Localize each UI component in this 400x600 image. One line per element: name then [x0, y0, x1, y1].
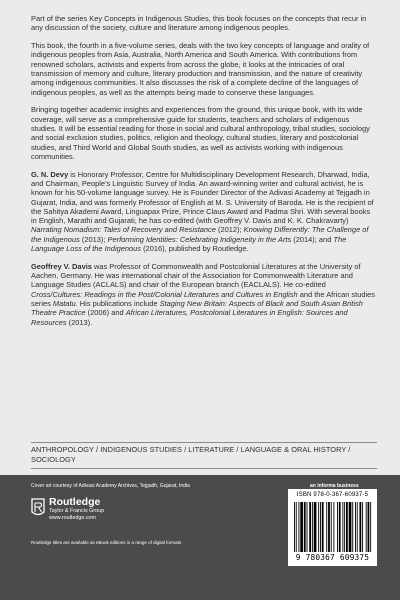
barcode-bar: [362, 502, 363, 552]
barcode-bar: [322, 502, 324, 552]
blurb-paragraph-1: Part of the series Key Concepts in Indigenous Studies, this book focuses on the concepts that recur in any discussion of the society, culture and literature among indigenous peoples.: [31, 14, 367, 33]
bio-text: (2006) and: [85, 308, 126, 318]
author-name-davis: Geoffrey V. Davis: [31, 261, 92, 271]
book-title: Matatu: [52, 299, 76, 309]
book-title: Narrating Nomadism: Tales of Recovery and Resistance: [31, 225, 216, 235]
barcode-bar: [304, 502, 306, 552]
bio-text: (2013).: [66, 317, 93, 327]
bio-text: and the African studies series: [31, 289, 375, 309]
book-title: The Language Loss of the Indigenous: [31, 234, 347, 254]
cover-art-credit: Cover art courtesy of Adivasi Academy Archives, Tejgadh, Gujarat, India: [31, 483, 190, 489]
barcode-bar: [333, 502, 334, 552]
publisher-group: Taylor & Francis Group: [49, 508, 105, 514]
barcode-bar: [314, 502, 317, 552]
routledge-logo-icon: [31, 498, 45, 518]
barcode-bar: [320, 502, 321, 552]
barcode-bar: [349, 502, 352, 552]
barcode-number: 9 780367 609375: [295, 553, 370, 562]
publisher-name: Routledge: [49, 496, 101, 508]
barcode-bar: [307, 502, 308, 552]
barcode-bar: [337, 502, 338, 552]
isbn-label: ISBN 978-0-367-60937-5: [296, 492, 369, 498]
barcode-bar: [309, 502, 311, 552]
barcode-panel: [288, 489, 377, 566]
barcode-bar: [342, 502, 343, 552]
barcode-bar: [357, 502, 358, 552]
barcode-bar: [370, 502, 371, 552]
subjects-divider-top: [31, 442, 377, 443]
bio-text: (2014); and: [291, 234, 334, 244]
ebook-note: Routledge titles are available as eBook editions in a range of digital formats: [31, 540, 182, 545]
barcode-bar: [312, 502, 313, 552]
book-title: Staging New Britain: Aspects of Black and South Asian British Theatre Practice: [31, 299, 363, 318]
barcode-bar: [331, 502, 332, 552]
barcode-bar: [298, 502, 299, 552]
book-title: Knowing Differently: The Challenge of the Indigenous: [31, 225, 369, 244]
barcode: [294, 502, 372, 552]
bio-devy-text: is Honorary Professor, Centre for Multidisciplinary Development Research, Dharwad, India, and Chairman, People’s Linguistic Survey of India. An award-winning writer and cultural activist, he is known for his 50-volume language survey. He is Founder Director of the Adivasi Academy at Tejgadh in Gujarat, India, and was formerly Professor of English at M. S. University of Baroda. He is the recipient of the Sahitya Akademi Award, Linguapax Prize, Prince Claus Award and Padma Shri. With several books in English, Marathi and Gujarati, he has co-edited (with Geoffrey V. Davis and K. K. Chakravarty): [31, 169, 374, 226]
barcode-bar: [296, 502, 297, 552]
bio-text: (2016), published by Routledge.: [141, 244, 249, 254]
cover-footer: [0, 475, 400, 600]
barcode-bar: [318, 502, 319, 552]
barcode-bar: [344, 502, 345, 552]
blurb-paragraph-2: This book, the fourth in a five-volume series, deals with the two key concepts of language and orality of indigenous peoples from Asia, Australia, North America and South America. With contributions from renowned scholars, activists and experts from across the globe, it looks at the intricacies of oral transmission of memory and culture, literary production and transmission, and the nature of creativity among indigenous communities. It also discusses the risk of a complete decline of the languages of indigenous peoples, as well as the attempts being made to conserve these languages.: [31, 41, 370, 97]
barcode-bar: [352, 502, 353, 552]
back-cover-text: [31, 14, 377, 335]
informa-tagline: an informa business: [310, 483, 359, 489]
book-title: African Literatures, Postcolonial Literatures in English: Sources and Resources: [31, 308, 348, 327]
bio-text: . His publications include: [75, 299, 160, 309]
subject-categories: ANTHROPOLOGY / INDIGENOUS STUDIES / LITERATURE / LANGUAGE & ORAL HISTORY / SOCIOLOGY: [31, 445, 351, 464]
bio-text: (2013);: [79, 234, 108, 244]
barcode-bar: [300, 502, 303, 552]
book-title: Performing Identities: Celebrating Indigeneity in the Arts: [107, 234, 292, 244]
barcode-bar: [339, 502, 341, 552]
barcode-bar: [359, 502, 361, 552]
barcode-bar: [355, 502, 356, 552]
barcode-bar: [326, 502, 327, 552]
publisher-website: www.routledge.com: [49, 515, 97, 521]
barcode-bar: [346, 502, 348, 552]
author-name-devy: G. N. Devy: [31, 169, 69, 179]
book-title: Cross/Cultures: Readings in the Post/Colonial Literatures and Cultures in English: [31, 289, 298, 299]
blurb-paragraph-3: Bringing together academic insights and experiences from the ground, this unique book, with its wide coverage, will serve as a comprehensive guide for students, teachers and scholars of indigenous studies. It will be essential reading for those in social and cultural anthropology, tribal studies, sociology and social exclusion studies, politics, religion and theology, cultural studies, literary and postcolonial studies, and Third World and Global South studies, as well as activists working with indigenous communities.: [31, 105, 370, 161]
barcode-bar: [368, 502, 370, 552]
bio-davis-text: was Professor of Commonwealth and Postcolonial Literatures at the University of Aachen, Germany. He was international chair of the Association for Commonwealth Literature and Language Studies (ACLALS) and chair of the European branch (EACLALS). He co-edited: [31, 261, 361, 290]
publisher-brand: [49, 497, 104, 522]
bio-devy: [31, 170, 377, 254]
bio-text: (2012);: [215, 225, 244, 235]
barcode-bar: [328, 502, 330, 552]
bio-davis: [31, 262, 377, 327]
subjects-divider-bottom: [31, 468, 377, 469]
barcode-bar: [366, 502, 367, 552]
barcode-bar: [294, 502, 295, 552]
